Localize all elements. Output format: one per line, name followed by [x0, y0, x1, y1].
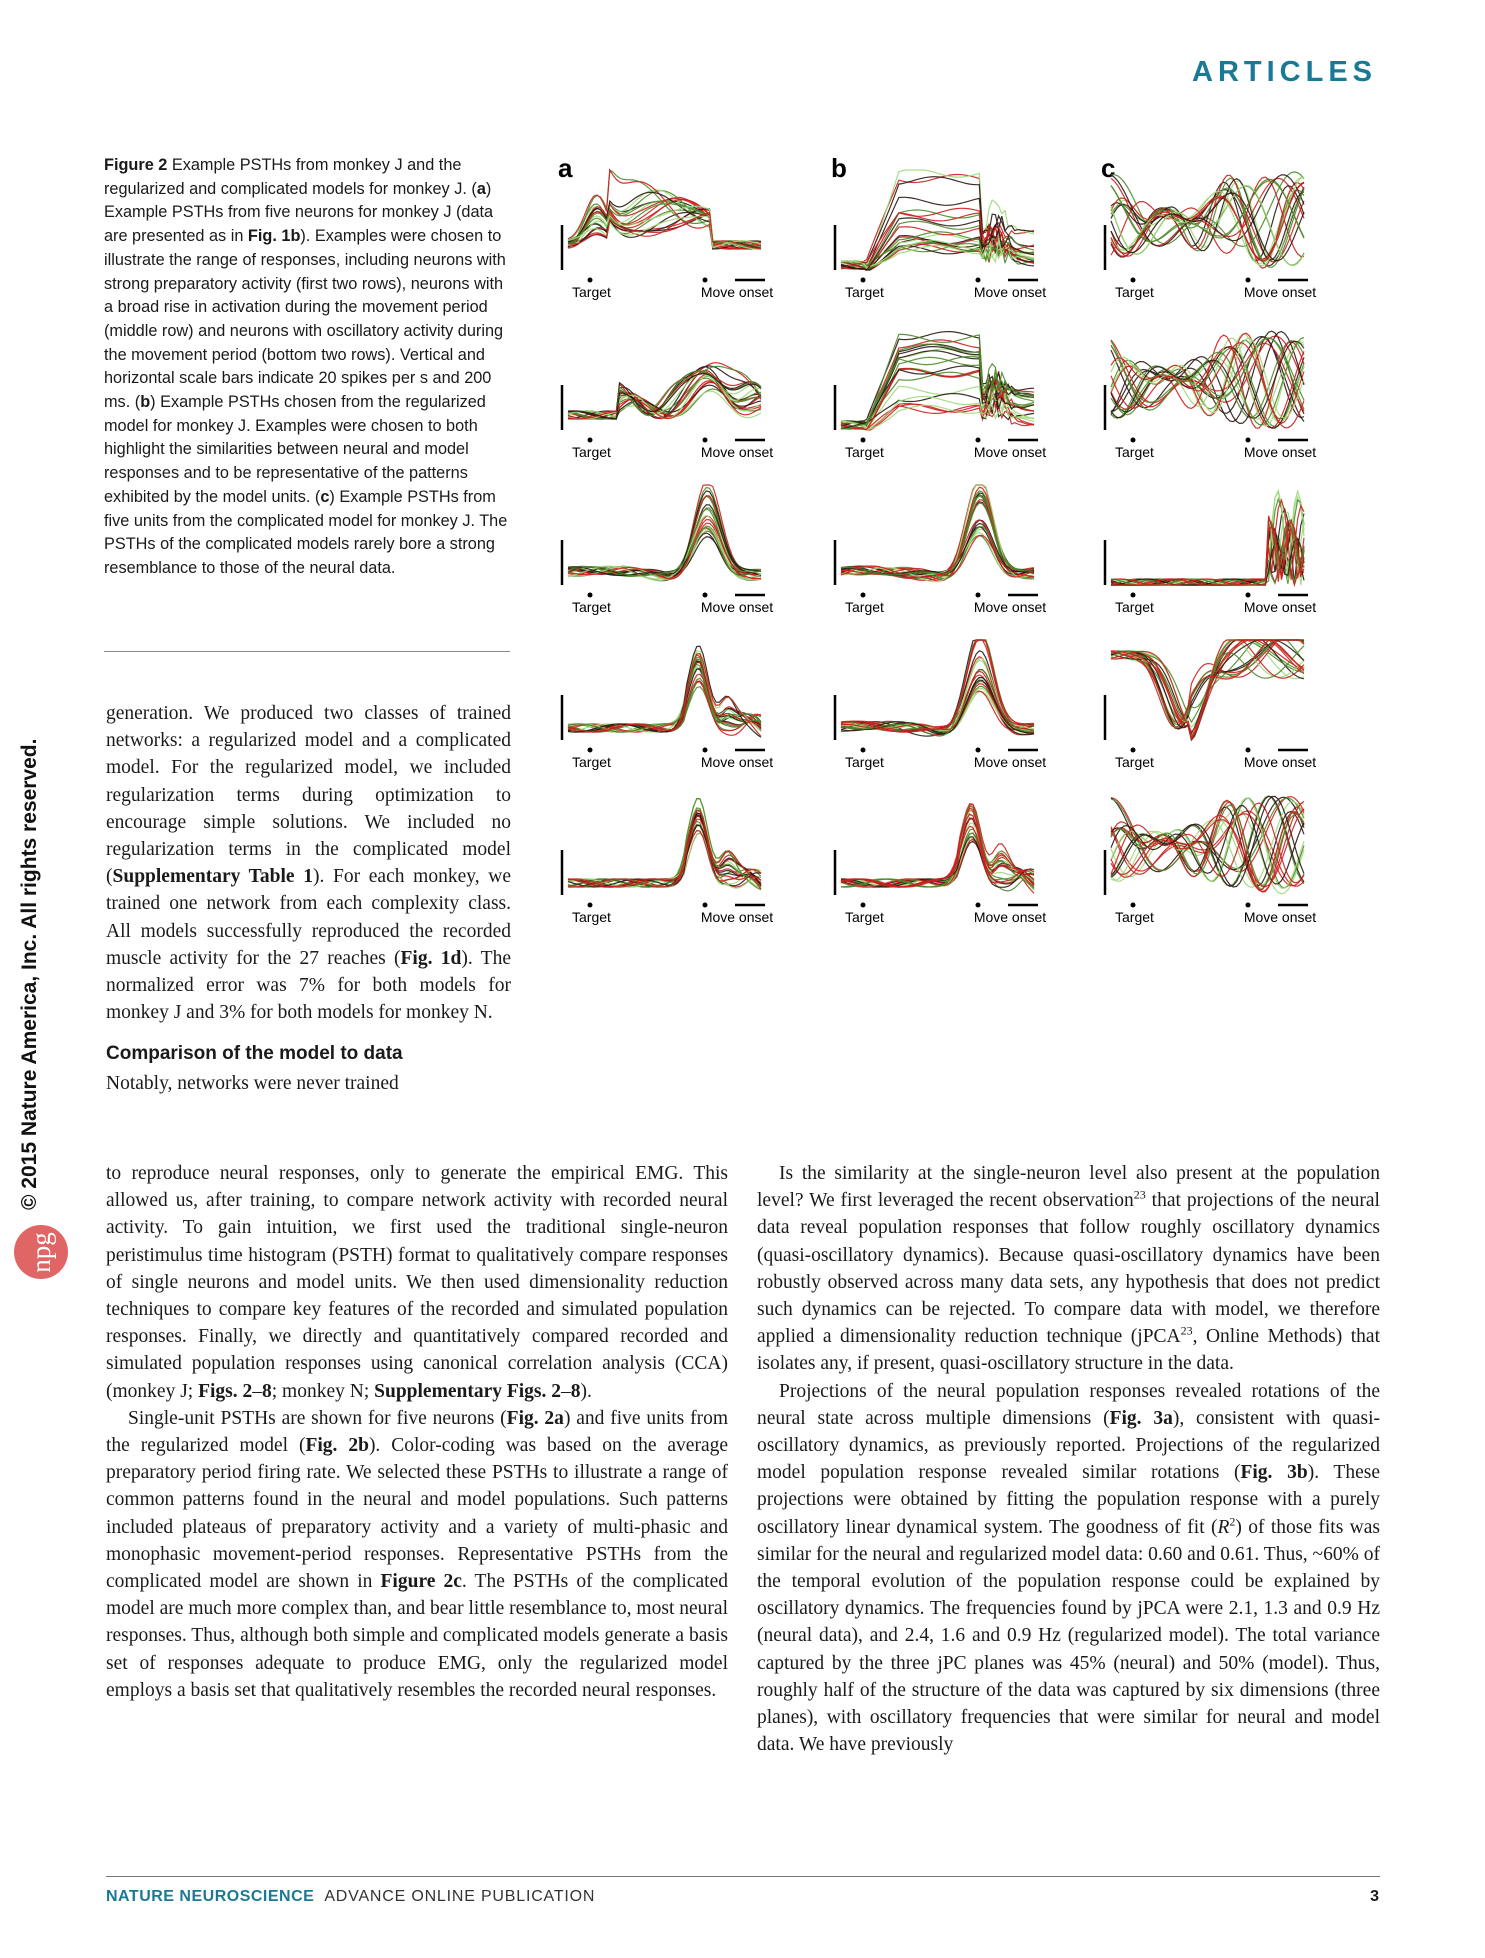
move-onset-label: Move onset: [700, 284, 774, 300]
move-onset-label: Move onset: [973, 599, 1047, 615]
ref-fig-3a[interactable]: Fig. 3a: [1109, 1407, 1173, 1429]
psth-trace: [841, 170, 1034, 268]
move-onset-marker: [703, 278, 708, 283]
move-onset-marker: [703, 748, 708, 753]
target-marker: [1131, 438, 1136, 443]
target-marker: [861, 593, 866, 598]
psth-trace: [841, 332, 1034, 425]
target-marker: [588, 593, 593, 598]
psth-trace: [568, 799, 761, 889]
psth-trace: [841, 814, 1034, 887]
move-onset-marker: [976, 748, 981, 753]
move-onset-label: Move onset: [973, 754, 1047, 770]
psth-trace: [568, 663, 761, 732]
target-label: Target: [1115, 444, 1154, 460]
psth-panel-a-4: [562, 646, 765, 752]
psth-trace: [841, 815, 1034, 887]
move-onset-marker: [703, 438, 708, 443]
target-label: Target: [845, 284, 884, 300]
target-label: Target: [572, 599, 611, 615]
psth-trace: [841, 823, 1034, 887]
move-onset-marker: [1246, 748, 1251, 753]
psth-panel-a-3: [562, 485, 765, 598]
citation-23[interactable]: 23: [1133, 1187, 1146, 1202]
move-onset-label: Move onset: [973, 284, 1047, 300]
target-label: Target: [572, 284, 611, 300]
paragraph-generation: generation. We produced two classes of trained networks: a regularized model and a complicated model. For the regularized model, we included regularization terms during optimization to encourage simple solutions. We included no regularization terms in the complicated model (Supplementary Table 1). For each monkey, we trained one network from each complexity class. All models successfully reproduced the recorded muscle activity for the 27 reaches (Fig. 1d). The normalized error was 7% for both models for monkey J and 3% for both models for monkey N.: [106, 703, 511, 1024]
psth-trace: [568, 808, 761, 887]
target-marker: [588, 748, 593, 753]
target-label: Target: [845, 599, 884, 615]
target-label: Target: [1115, 909, 1154, 925]
psth-trace: [568, 659, 761, 732]
psth-trace: [568, 811, 761, 887]
footer-journal: NATURE NEUROSCIENCE ADVANCE ONLINE PUBLICATION: [106, 1888, 596, 1905]
body-column-right: [757, 1160, 1380, 1758]
panel-letter-b: b: [831, 153, 847, 183]
paragraph-notably: to reproduce neural responses, only to generate the empirical EMG. This allowed us, after training, to compare network activity with recorded neural activity. To gain intuition, we first used the traditional single-neuron peristimulus time histogram (PSTH) format to qualitatively compare responses of single neurons and model units. We then used dimensionality reduction techniques to compare key features of the recorded and simulated population responses. Finally, we directly and quantitatively compared recorded and simulated population responses using canonical correlation analysis (CCA) (monkey J; Figs. 2–8; monkey N; Supplementary Figs. 2–8).: [106, 1163, 728, 1402]
ref-supp-table-1[interactable]: Supplementary Table 1: [112, 866, 313, 888]
move-onset-label: Move onset: [1243, 444, 1317, 460]
ref-supp-figs[interactable]: Supplementary Figs. 2: [374, 1380, 562, 1402]
psth-trace: [568, 170, 761, 249]
psth-trace: [568, 491, 761, 576]
figure-caption: Figure 2 Example PSTHs from monkey J and the regularized and complicated models for monkey J. (a) Example PSTHs from five neurons for monkey J (data are presented as in Fig. 1b). Examples were chosen to illustrate the range of responses, including neurons with strong preparatory activity (first two rows), neurons with a broad rise in activation during the movement period (middle row) and neurons with oscillatory activity during the movement period (bottom two rows). Vertical and horizontal scale bars indicate 20 spikes per s and 200 ms. (b) Example PSTHs chosen from the regularized model for monkey J. Examples were chosen to both highlight the similarities between neural and model responses and to be representative of the patterns exhibited by the model units. (c) Example PSTHs from five units from the complicated model for monkey J. The PSTHs of the complicated models rarely bore a strong resemblance to those of the neural data.: [104, 156, 508, 577]
move-onset-marker: [1246, 278, 1251, 283]
target-marker: [1131, 748, 1136, 753]
target-label: Target: [845, 754, 884, 770]
caption-b: Example PSTHs chosen from the regularized model for monkey J. Examples were chosen to both highlight the similarities between neural and model responses and to be representative of the patterns exhibited by the model units.: [104, 393, 486, 506]
figure-2-psth-grid: [555, 150, 1375, 1140]
psth-panel-a-2: [562, 363, 765, 443]
ref-fig-3b[interactable]: Fig. 3b: [1240, 1462, 1308, 1484]
psth-trace: [568, 661, 761, 733]
psth-panel-b-5: [835, 804, 1038, 908]
move-onset-label: Move onset: [700, 754, 774, 770]
paragraph-projections: Projections of the neural population responses revealed rotations of the neural state across multiple dimensions (Fig. 3a), consistent with quasi-oscillatory dynamics, as previously reported. Projections of the regularized model population response revealed similar rotations (Fig. 3b). These projections were obtained by fitting the population response with a purely oscillatory linear dynamical system. The goodness of fit $(R^2)$ of those fits was similar for the neural and regularized model data: 0.60 and 0.61. Thus, ~60% of the temporal evolution of the population response could be explained by oscillatory dynamics. The frequencies found by jPCA were 2.1, 1.3 and 0.9 Hz (neural data), and 2.4, 1.6 and 0.9 Hz (regularized model). The total variance captured by the three jPC planes was 45% (neural) and 50% (model). Thus, roughly half of the structure of the data was captured by six dimensions (three planes), with oscillatory frequencies that were similar for neural and model data. We have previously: [757, 1380, 1380, 1756]
paragraph-notably-start: Notably, networks were never trained: [106, 1072, 399, 1094]
move-onset-label: Move onset: [973, 444, 1047, 460]
psth-panel-a-1: [562, 170, 765, 283]
target-marker: [1131, 903, 1136, 908]
target-marker: [861, 438, 866, 443]
psth-trace: [568, 662, 761, 732]
move-onset-label: Move onset: [700, 444, 774, 460]
psth-panel-c-1: [1105, 172, 1308, 283]
move-onset-marker: [976, 593, 981, 598]
psth-trace: [568, 813, 761, 887]
psth-trace: [568, 653, 761, 732]
target-label: Target: [1115, 754, 1154, 770]
npg-logo: npg: [14, 1225, 68, 1279]
psth-panel-c-5: [1105, 796, 1308, 908]
body-column-left-lower: [106, 1160, 728, 1704]
move-onset-label: Move onset: [1243, 909, 1317, 925]
psth-trace: [568, 651, 761, 732]
target-label: Target: [845, 444, 884, 460]
psth-trace: [568, 662, 761, 732]
target-label: Target: [845, 909, 884, 925]
psth-trace: [841, 804, 1034, 887]
psth-trace: [568, 816, 761, 887]
psth-panel-c-4: [1105, 640, 1308, 753]
target-label: Target: [1115, 599, 1154, 615]
panel-letter-c: c: [1101, 153, 1116, 183]
ref-fig-1d[interactable]: Fig. 1d: [400, 947, 462, 969]
target-marker: [588, 278, 593, 283]
target-marker: [861, 278, 866, 283]
footer-divider: [106, 1876, 1380, 1877]
psth-trace: [568, 658, 761, 733]
move-onset-marker: [703, 903, 708, 908]
target-label: Target: [1115, 284, 1154, 300]
psth-trace: [841, 811, 1034, 890]
target-marker: [1131, 593, 1136, 598]
psth-trace: [841, 520, 1034, 577]
caption-a-ref[interactable]: Fig. 1b: [247, 227, 301, 246]
move-onset-marker: [976, 438, 981, 443]
body-column-left-upper: [106, 700, 511, 1097]
move-onset-label: Move onset: [1243, 284, 1317, 300]
paragraph-single-unit: Single-unit PSTHs are shown for five neurons (Fig. 2a) and five units from the regularized model (Fig. 2b). Color-coding was based on the average preparatory period firing rate. We selected these PSTHs to illustrate a range of common patterns found in the neural and model populations. Such patterns included plateaus of preparatory activity and a variety of multi-phasic and monophasic movement-period responses. Representative PSTHs from the complicated model are shown in Figure 2c. The PSTHs of the complicated model are much more complex than, and bear little resemblance to, most neural responses. Thus, although both simple and complicated models generate a basis set of responses adequate to produce EMG, only the regularized model employs a basis set that qualitatively resembles the recorded neural responses.: [106, 1407, 728, 1701]
psth-trace: [568, 655, 761, 732]
move-onset-label: Move onset: [973, 909, 1047, 925]
caption-label: Figure 2: [104, 156, 168, 174]
ref-figs-2[interactable]: Figs. 2: [198, 1380, 253, 1402]
target-label: Target: [572, 754, 611, 770]
ref-fig-2b[interactable]: Fig. 2b: [305, 1435, 369, 1457]
psth-trace: [568, 816, 761, 887]
move-onset-marker: [1246, 438, 1251, 443]
move-onset-marker: [976, 903, 981, 908]
move-onset-marker: [976, 278, 981, 283]
psth-trace: [841, 527, 1034, 576]
target-marker: [588, 903, 593, 908]
move-onset-marker: [1246, 903, 1251, 908]
target-label: Target: [572, 444, 611, 460]
page-number: 3: [1370, 1888, 1379, 1905]
psth-panel-a-5: [562, 799, 765, 908]
target-marker: [588, 438, 593, 443]
psth-trace: [568, 204, 761, 248]
psth-trace: [568, 815, 761, 887]
move-onset-label: Move onset: [700, 599, 774, 615]
psth-trace: [568, 809, 761, 888]
target-marker: [861, 903, 866, 908]
move-onset-label: Move onset: [1243, 754, 1317, 770]
caption-divider: [104, 651, 510, 652]
ref-fig-2a[interactable]: Fig. 2a: [506, 1407, 564, 1429]
psth-trace: [568, 799, 761, 890]
paragraph-population: Is the similarity at the single-neuron level also present at the population level? We first leveraged the recent observation$^{23}$ that projections of the neural data reveal population responses that follow roughly oscillatory dynamics (quasi-oscillatory dynamics). Because quasi-oscillatory dynamics have been robustly observed across many data sets, any hypothesis that does not predict such dynamics can be rejected. To compare data with model, we therefore applied a dimensionality reduction technique (jPCA$^{23}$, Online Methods) that isolates any, if present, quasi-oscillatory structure in the data.: [757, 1163, 1380, 1375]
caption-c: Example PSTHs from five units from the complicated model for monkey J. The PSTHs of the complicated models rarely bore a strong resemblance to those of the neural data.: [104, 487, 508, 577]
move-onset-marker: [1246, 593, 1251, 598]
caption-lead: Example PSTHs from monkey J and the regularized and complicated models for monkey J.: [104, 156, 467, 198]
psth-svg: [555, 150, 1375, 1140]
psth-trace: [568, 814, 761, 887]
panel-letter-a: a: [558, 153, 573, 183]
psth-trace: [568, 664, 761, 732]
move-onset-label: Move onset: [1243, 599, 1317, 615]
psth-panel-b-4: [835, 640, 1038, 753]
move-onset-marker: [703, 593, 708, 598]
section-header: ARTICLES: [1192, 56, 1377, 88]
target-marker: [1131, 278, 1136, 283]
target-label: Target: [572, 909, 611, 925]
section-heading: Comparison of the model to data: [106, 1043, 403, 1065]
psth-panel-b-1: [835, 170, 1038, 283]
psth-trace: [568, 816, 761, 887]
caption-a: Example PSTHs from five neurons for monkey J (data are presented as in: [104, 203, 494, 246]
citation-23b[interactable]: 23: [1180, 1323, 1193, 1338]
psth-trace: [1111, 516, 1304, 585]
psth-trace: [568, 813, 761, 887]
psth-panel-c-3: [1105, 491, 1308, 598]
psth-panel-b-3: [835, 485, 1038, 598]
psth-panel-b-2: [835, 332, 1038, 443]
target-marker: [861, 748, 866, 753]
ref-fig-2c[interactable]: Figure 2c: [380, 1571, 462, 1593]
psth-panel-c-2: [1105, 331, 1308, 442]
move-onset-label: Move onset: [700, 909, 774, 925]
